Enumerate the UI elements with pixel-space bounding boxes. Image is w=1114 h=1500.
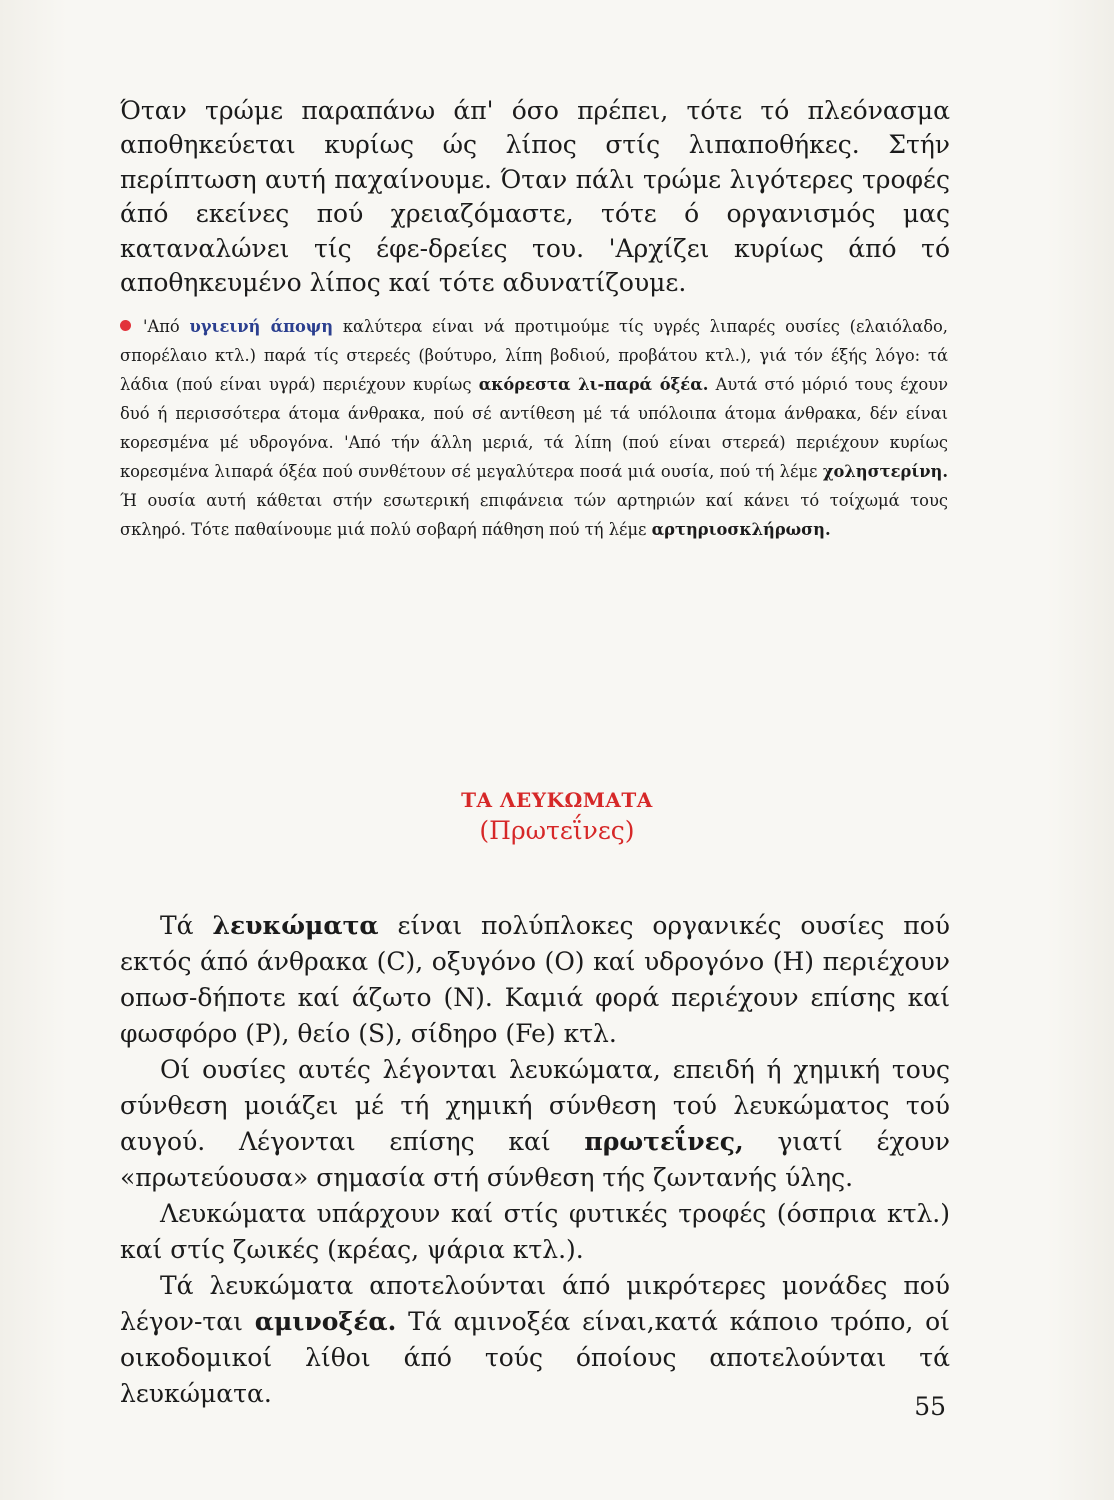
proteins-paragraph-4 [120,1268,950,1412]
proteins-text [120,908,950,1412]
health-note-lead: 'Από [143,317,180,336]
red-bullet-icon [120,320,131,331]
p2-bold: πρωτεΐνες, [584,1127,744,1156]
proteins-paragraph-3: Λευκώματα υπάρχουν καί στίς φυτικές τροφές (όσπρια κτλ.) καί στίς ζωικές (κρέας, ψάρια κτλ.). [120,1199,950,1264]
health-note-paragraph [120,312,948,544]
p4-part2: Τά αμινοξέα είναι,κατά κάποιο τρόπο, οί οικοδομικοί λίθοι άπό τούς όποίους αποτελούνται τά λευκώματα. [120,1307,950,1408]
proteins-paragraph-1 [120,908,950,1052]
p4-bold: αμινοξέα. [254,1307,397,1336]
section-title: ΤΑ ΛΕΥΚΩΜΑΤΑ [461,788,653,812]
p2-part1: Οί ουσίες αυτές λέγονται λευκώματα, επειδή ή χημική τους σύνθεση μοιάζει μέ τή χημική σύνθεση τού λευκώματος τού αυγού. Λέγονται επίσης καί [120,1055,950,1156]
health-note-part2: Αυτά στό μόριό τους έχουν δυό ή περισσότερα άτομα άνθρακα, πού σέ αντίθεση μέ τά υπόλοιπα άτομα άνθρακα, δέν είναι κορεσμένα μέ υδρογόνα. 'Από τήν άλλη μεριά, τά λίπη (πού είναι στερεά) περιέχουν κυρίως κορεσμένα λιπαρά όξέα πού συνθέτουν σέ μεγαλύτερα ποσά μιά ουσία, πού τή λέμε [120,375,948,481]
health-note-part3: Ή ουσία αυτή κάθεται στήν εσωτερική επιφάνεια τών αρτηριών καί κάνει τό τοίχωμά τους σκληρό. Τότε παθαίνουμε μιά πολύ σοβαρή πάθηση πού τή λέμε [120,491,948,539]
p2-part2: γιατί έχουν «πρωτεύουσα» σημασία στή σύνθεση τής ζωντανής ύλης. [120,1127,950,1192]
section-subtitle: (Πρωτεΐνες) [479,816,635,845]
p4-part1: Τά λευκώματα αποτελούνται άπό μικρότερες μονάδες πού λέγον-ται [120,1271,950,1336]
health-note-bold1: ακόρεστα λι-παρά όξέα. [478,375,709,394]
p1-lead: Τά [160,911,194,940]
proteins-paragraph-2 [120,1052,950,1196]
health-note-highlight: υγιεινή άποψη [189,317,334,336]
health-note-bold2: χοληστερίνη. [822,462,948,481]
intro-paragraph: Όταν τρώμε παραπάνω άπ' όσο πρέπει, τότε τό πλεόνασμα αποθηκεύεται κυρίως ώς λίπος στίς λιπαποθήκες. Στήν περίπτωση αυτή παχαίνουμε. Όταν πάλι τρώμε λιγότερες τροφές άπό εκείνες πού χρειαζόμαστε, τότε ό οργανισμός μας καταναλώνει τίς έφε-δρείες του. 'Αρχίζει κυρίως άπό τό αποθηκευμένο λίπος καί τότε αδυνατίζουμε. [120,96,950,298]
health-note-bold3: αρτηριοσκλήρωση. [651,520,831,539]
page-number: 55 [914,1392,946,1421]
p1-bold: λευκώματα [212,911,379,940]
p1-rest: είναι πολύπλοκες οργανικές ουσίες πού εκτός άπό άνθρακα (C), οξυγόνο (Ο) καί υδρογόνο (Η) περιέχουν οπωσ-δήποτε καί άζωτο (Ν). Καμιά φορά περιέχουν επίσης καί φωσφόρο (Ρ), θείο (S), σίδηρο (Fe) κτλ. [120,911,950,1048]
health-note-part1: καλύτερα είναι νά προτιμούμε τίς υγρές λιπαρές ουσίες (ελαιόλαδο, σπορέλαιο κτλ.) παρά τίς στερεές (βούτυρο, λίπη βοδιού, προβάτου κτλ.), γιά τόν έξής λόγο: τά λάδια (πού είναι υγρά) περιέχουν κυρίως [120,317,948,394]
